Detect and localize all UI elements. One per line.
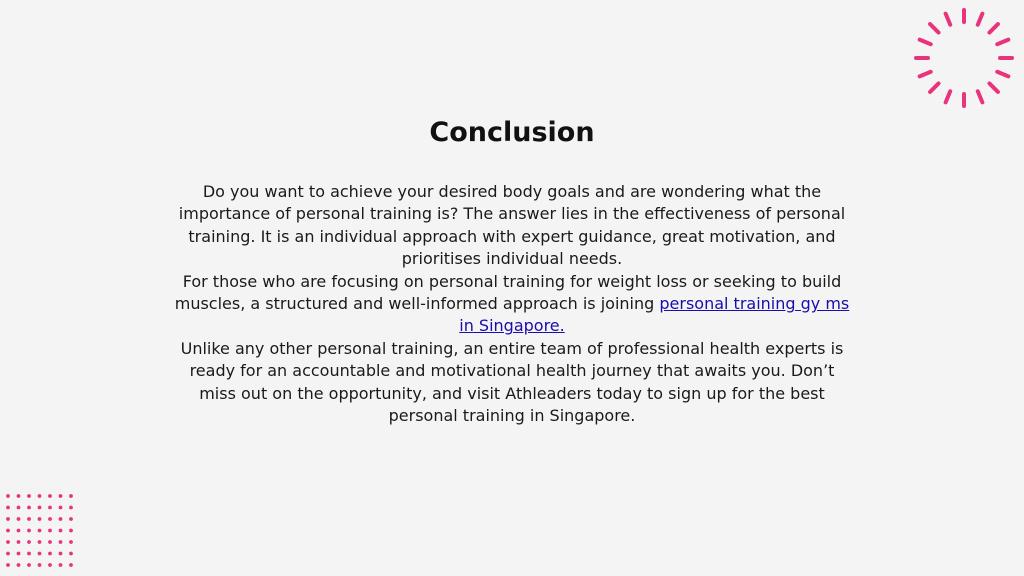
decor-dot: [69, 540, 73, 544]
decor-dot: [69, 552, 73, 556]
decor-dot: [69, 506, 73, 510]
decor-dot: [17, 563, 21, 567]
decor-dot: [38, 494, 42, 498]
decor-dot: [17, 506, 21, 510]
decor-dot: [27, 552, 31, 556]
decor-dot: [48, 563, 52, 567]
paragraph-call-to-action: Unlike any other personal training, an entire team of professional health experts is ready for an accountable and motivational health journey that awaits you. Don’t miss out on the opportunity, and visit Athleaders today to sign up for the best personal training in Singapore.: [180, 338, 844, 426]
decor-dot: [17, 517, 21, 521]
decor-dot: [38, 552, 42, 556]
decor-dot: [17, 494, 21, 498]
decor-dot: [48, 540, 52, 544]
decor-dot: [27, 529, 31, 533]
decor-dot: [27, 540, 31, 544]
decor-dot: [6, 540, 10, 544]
decor-dot: [27, 517, 31, 521]
personal-training-gyms-link[interactable]: personal training gy ms in Singapore.: [459, 294, 850, 336]
decor-dot: [27, 506, 31, 510]
decor-dot: [59, 563, 63, 567]
decor-dot: [17, 529, 21, 533]
sunburst-ray: [978, 14, 983, 25]
decor-dot: [38, 563, 42, 567]
sunburst-ray: [930, 24, 938, 32]
decor-dot: [69, 494, 73, 498]
sunburst-ray: [930, 83, 938, 91]
sunburst-ray: [997, 40, 1008, 45]
paragraph-approach-text: For those who are focusing on personal training for weight loss or seeking to build muscles, a structured and well-informed approach is joining: [174, 271, 842, 314]
sunburst-ray: [989, 83, 997, 91]
decor-dot: [38, 540, 42, 544]
sunburst-ray: [920, 72, 931, 77]
slide-title: Conclusion: [429, 117, 595, 148]
decor-dot: [59, 540, 63, 544]
decor-dot: [6, 563, 10, 567]
paragraph-intro: Do you want to achieve your desired body goals and are wondering what the importance of personal training is? The answer lies in the effectiveness of personal training. It is an individual approach with expert guidance, great motivation, and prioritises individual needs.: [178, 182, 846, 269]
decor-dot: [6, 529, 10, 533]
decor-dot: [69, 529, 73, 533]
decor-dot: [6, 552, 10, 556]
decor-dot: [27, 494, 31, 498]
decor-dot: [17, 540, 21, 544]
decor-dot: [48, 552, 52, 556]
decor-dot: [38, 529, 42, 533]
sunburst-ray: [946, 14, 951, 25]
decor-dot: [48, 517, 52, 521]
decor-dot: [48, 494, 52, 498]
sunburst-ray: [920, 40, 931, 45]
sunburst-icon: [912, 6, 1016, 110]
decor-dot: [17, 552, 21, 556]
sunburst-ray: [997, 72, 1008, 77]
decor-dot: [27, 563, 31, 567]
dot-grid-decoration: [4, 492, 76, 572]
sunburst-ray: [989, 24, 997, 32]
decor-dot: [38, 506, 42, 510]
decor-dot: [48, 529, 52, 533]
sunburst-ray: [978, 91, 983, 102]
decor-dot: [69, 517, 73, 521]
decor-dot: [59, 494, 63, 498]
decor-dot: [38, 517, 42, 521]
paragraph-approach: [170, 271, 854, 338]
decor-dot: [69, 563, 73, 567]
decor-dot: [6, 494, 10, 498]
decor-dot: [48, 506, 52, 510]
decor-dot: [6, 517, 10, 521]
slide-body: [170, 181, 854, 427]
decor-dot: [59, 517, 63, 521]
sunburst-ray: [946, 91, 951, 102]
decor-dot: [6, 506, 10, 510]
decor-dot: [59, 506, 63, 510]
decor-dot: [59, 529, 63, 533]
decor-dot: [59, 552, 63, 556]
